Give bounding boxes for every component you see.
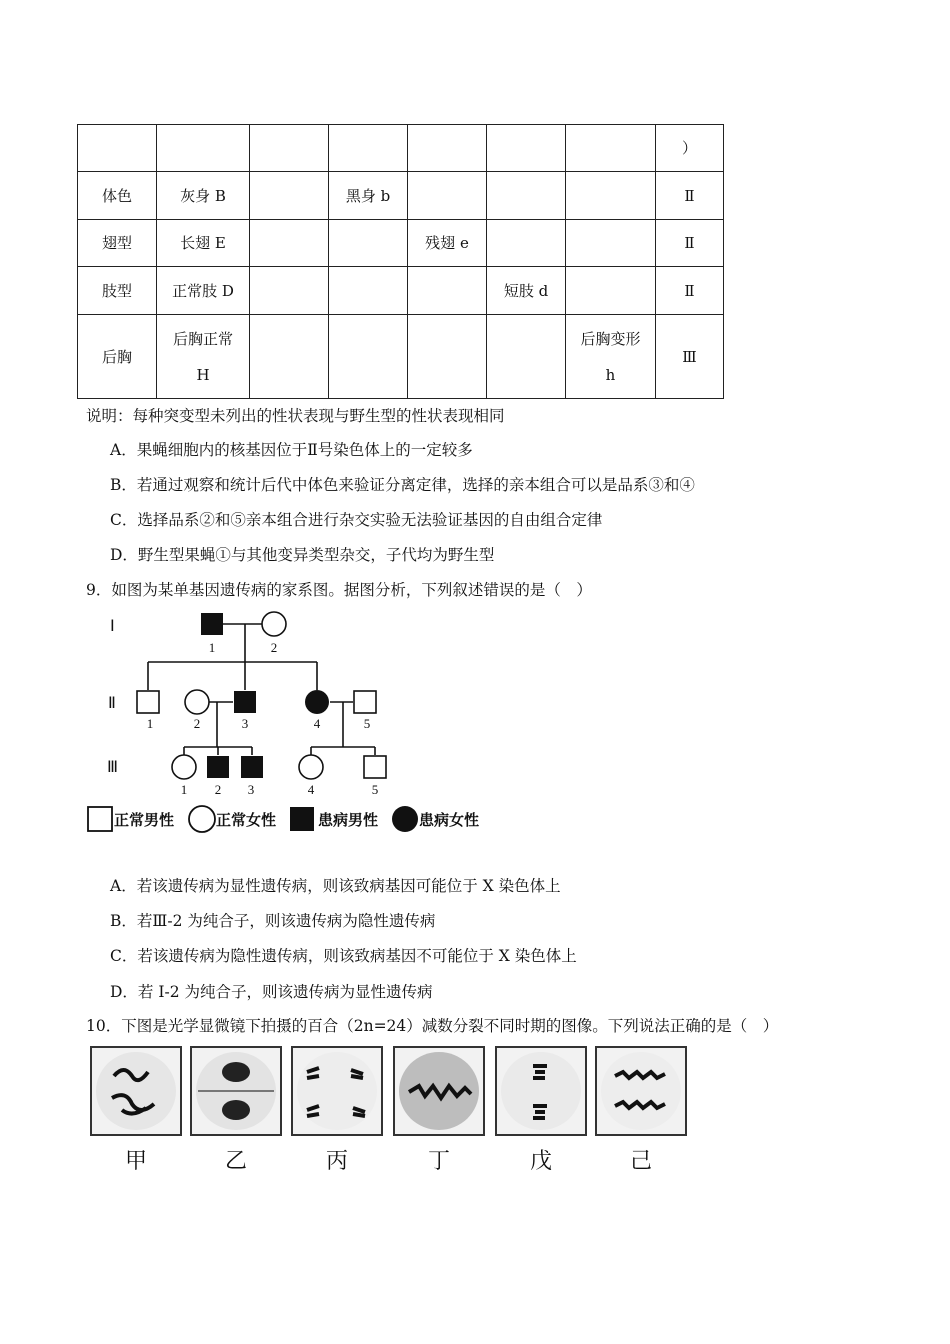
table-cell: [566, 172, 656, 220]
pedigree-III1-normal-female: [172, 755, 196, 779]
pedigree-II4-affected-female: [305, 690, 329, 714]
q8-option-b: B．若通过观察和统计后代中体色来验证分离定律，选择的亲本组合可以是品系③和④: [110, 476, 695, 494]
table-cell: 灰身 B: [157, 172, 250, 220]
pedigree-number: 2: [214, 782, 222, 797]
table-cell: 后胸变形 h: [566, 315, 656, 399]
pedigree-number: 4: [313, 716, 321, 731]
cell-image-yi: [190, 1046, 282, 1136]
table-cell: [329, 125, 408, 172]
legend-normal-female-icon: [189, 806, 215, 832]
pedigree-number: 1: [180, 782, 188, 797]
pedigree-legend: [88, 806, 479, 832]
q9-option-d: D．若 I-2 为纯合子，则该遗传病为显性遗传病: [110, 983, 433, 1001]
pedigree-number: 1: [146, 716, 154, 731]
cell-image-bing: [291, 1046, 383, 1136]
table-cell: 后胸正常 H: [157, 315, 250, 399]
table-cell: [408, 315, 487, 399]
table-cell: [250, 220, 329, 267]
legend-normal-female: 正常女性: [216, 811, 277, 829]
table-cell: [250, 315, 329, 399]
legend-affected-male: 患病男性: [318, 811, 379, 829]
q9-option-b: B．若Ⅲ-2 为纯合子，则该遗传病为隐性遗传病: [110, 912, 436, 930]
pedigree-II1-normal-male: [137, 691, 159, 713]
cell-image-ding: [393, 1046, 485, 1136]
pedigree-II5-normal-male: [354, 691, 376, 713]
pedigree-III4-normal-female: [299, 755, 323, 779]
table-cell: 残翅 e: [408, 220, 487, 267]
pedigree-I2-normal-female: [262, 612, 286, 636]
cell-label: 乙: [224, 1149, 247, 1174]
pedigree-III2-affected-male: [207, 756, 229, 778]
legend-affected-male-icon: [290, 807, 314, 831]
table-note: 说明：每种突变型未列出的性状表现与野生型的性状表现相同: [86, 407, 505, 425]
table-cell: [250, 172, 329, 220]
pedigree-number: 1: [208, 640, 216, 655]
pedigree-number: 3: [241, 716, 249, 731]
table-cell: [487, 315, 566, 399]
q8-option-a: A．果蝇细胞内的核基因位于Ⅱ号染色体上的一定较多: [110, 441, 473, 459]
table-cell: 黑身 b: [329, 172, 408, 220]
table-cell: Ⅱ: [656, 172, 724, 220]
table-cell: Ⅱ: [656, 220, 724, 267]
table-cell: 体色: [78, 172, 157, 220]
pedigree-number: 3: [247, 782, 255, 797]
generation-label-2: Ⅱ: [108, 695, 116, 712]
cell-label: 甲: [124, 1149, 147, 1174]
cell-label: 戊: [529, 1149, 552, 1174]
trait-table: [77, 124, 724, 399]
cell-image-ji: [595, 1046, 687, 1136]
legend-normal-male: 正常男性: [114, 811, 175, 829]
legend-affected-female-icon: [392, 806, 418, 832]
table-cell: [487, 172, 566, 220]
q9-option-a: A．若该遗传病为显性遗传病，则该致病基因可能位于 X 染色体上: [110, 877, 561, 895]
table-cell: [329, 315, 408, 399]
pedigree-number: 2: [270, 640, 278, 655]
pedigree-chart: [85, 605, 505, 849]
cell-image-jia: [90, 1046, 182, 1136]
pedigree-number: 2: [193, 716, 201, 731]
pedigree-II2-normal-female: [185, 690, 209, 714]
table-cell: [250, 125, 329, 172]
pedigree-number: 5: [363, 716, 371, 731]
table-cell: [566, 220, 656, 267]
pedigree-number: 5: [371, 782, 379, 797]
table-cell: [250, 267, 329, 315]
pedigree-III5-normal-male: [364, 756, 386, 778]
pedigree-number: 4: [307, 782, 315, 797]
q8-option-d: D．野生型果蝇①与其他变异类型杂交，子代均为野生型: [110, 546, 495, 564]
table-cell: [329, 220, 408, 267]
q10-stem: 10．下图是光学显微镜下拍摄的百合（2n=24）减数分裂不同时期的图像。下列说法正确的是（ ）: [86, 1017, 779, 1035]
table-cell: [408, 267, 487, 315]
table-cell: [408, 125, 487, 172]
generation-label-3: Ⅲ: [107, 759, 119, 776]
table-cell: [566, 267, 656, 315]
pedigree-I1-affected-male: [201, 613, 223, 635]
table-cell: [408, 172, 487, 220]
table-cell: Ⅱ: [656, 267, 724, 315]
pedigree-II3-affected-male: [234, 691, 256, 713]
table-cell: 后胸: [78, 315, 157, 399]
table-cell: [487, 125, 566, 172]
legend-affected-female: 患病女性: [419, 811, 480, 829]
table-cell: Ⅲ: [656, 315, 724, 399]
table-cell: ）: [656, 125, 724, 172]
table-cell: [329, 267, 408, 315]
legend-normal-male-icon: [88, 807, 112, 831]
table-cell: [566, 125, 656, 172]
generation-label-1: Ⅰ: [110, 618, 115, 635]
cell-image-wu: [495, 1046, 587, 1136]
q8-option-c: C．选择品系②和⑤亲本组合进行杂交实验无法验证基因的自由组合定律: [110, 511, 603, 529]
cell-label: 丙: [325, 1149, 348, 1174]
table-cell: 翅型: [78, 220, 157, 267]
cell-label: 丁: [427, 1149, 450, 1174]
table-cell: [487, 220, 566, 267]
table-cell: 短肢 d: [487, 267, 566, 315]
table-cell: 长翅 E: [157, 220, 250, 267]
table-cell: 正常肢 D: [157, 267, 250, 315]
cell-label: 己: [629, 1149, 652, 1174]
q9-option-c: C．若该遗传病为隐性遗传病，则该致病基因不可能位于 X 染色体上: [110, 947, 577, 965]
table-cell: [157, 125, 250, 172]
pedigree-III3-affected-male: [241, 756, 263, 778]
table-cell: [78, 125, 157, 172]
table-cell: 肢型: [78, 267, 157, 315]
q9-stem: 9．如图为某单基因遗传病的家系图。据图分析，下列叙述错误的是（ ）: [86, 581, 592, 599]
